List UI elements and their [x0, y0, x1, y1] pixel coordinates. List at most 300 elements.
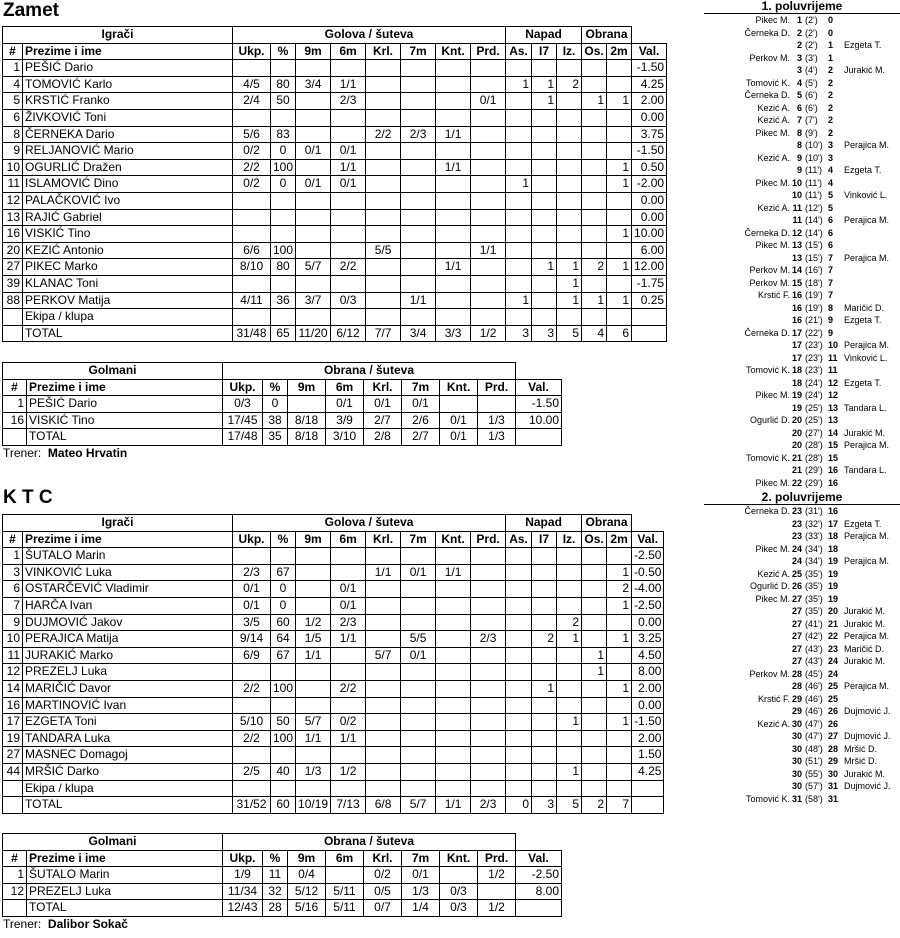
stat-cell: 3/3 — [436, 325, 471, 342]
stat-cell — [557, 242, 582, 259]
stat-cell — [532, 192, 557, 209]
group-header-row — [3, 27, 667, 44]
player-name: PERKOV Matija — [23, 292, 233, 309]
stat-cell: 1/2 — [478, 900, 516, 917]
home-scorer: Tomović K. — [745, 77, 790, 88]
home-scorer: Kezić A. — [757, 202, 790, 213]
minute: (29') — [805, 465, 823, 475]
player-name: MRŠIĆ Darko — [23, 763, 233, 780]
stat-cell: 0.50 — [632, 159, 667, 176]
away-score: 20 — [828, 606, 839, 616]
player-name: EZGETA Toni — [23, 714, 233, 731]
home-score: 26 — [791, 581, 802, 591]
stat-cell — [506, 309, 532, 326]
stat-cell — [506, 697, 532, 714]
minute: (27') — [805, 427, 823, 438]
away-scorer: Mršić D. — [844, 743, 877, 754]
stat-cell — [296, 780, 331, 797]
stat-cell: 1 — [607, 292, 632, 309]
column-header: Val. — [632, 531, 664, 548]
stat-cell — [436, 292, 471, 309]
table-row — [3, 209, 667, 226]
away-score: 25 — [828, 681, 839, 691]
group-header: Golova / šuteva — [233, 515, 506, 532]
stat-cell — [331, 126, 366, 143]
column-header: Krl. — [364, 379, 402, 396]
stat-cell: 3 — [3, 564, 23, 581]
stat-cell: 0/4 — [288, 867, 326, 884]
home-score: 19 — [791, 390, 802, 400]
stat-cell — [506, 60, 532, 77]
stat-cell — [436, 714, 471, 731]
table-row — [3, 192, 667, 209]
stat-cell — [331, 747, 366, 764]
stat-cell — [557, 581, 582, 598]
home-scorer: Perkov M. — [749, 277, 790, 288]
timeline-event — [704, 414, 900, 427]
stat-cell: 3 — [532, 325, 557, 342]
home-scorer: Perkov M. — [749, 265, 790, 275]
stat-cell — [506, 680, 532, 697]
column-header-row — [3, 531, 664, 548]
stat-cell: 2/8 — [364, 429, 402, 446]
stat-cell — [436, 680, 471, 697]
stat-cell — [436, 242, 471, 259]
home-score: 30 — [791, 768, 802, 779]
timeline-event — [704, 264, 900, 277]
column-header: Krl. — [366, 43, 401, 60]
column-header: Ukp. — [223, 379, 263, 396]
stat-cell — [401, 548, 436, 565]
column-header: # — [3, 850, 27, 867]
column-header: Val. — [516, 379, 562, 396]
stat-cell — [436, 192, 471, 209]
home-score: 16 — [791, 302, 802, 313]
away-score: 12 — [828, 377, 839, 388]
minute: (42') — [805, 631, 823, 641]
timeline-event — [704, 352, 900, 365]
stat-cell: 39 — [3, 275, 23, 292]
player-name: KLANAC Toni — [23, 275, 233, 292]
stat-cell — [506, 93, 532, 110]
home-players-table — [2, 26, 667, 342]
stat-cell: 2/6 — [402, 412, 440, 429]
stat-cell — [401, 242, 436, 259]
stat-cell — [532, 226, 557, 243]
away-score: 2 — [828, 77, 834, 88]
stat-cell — [471, 763, 506, 780]
stat-cell: 10.00 — [632, 226, 667, 243]
away-score: 4 — [828, 177, 834, 188]
stat-cell: 16 — [3, 226, 23, 243]
stat-cell: 4 — [3, 76, 23, 93]
column-header: Knt. — [436, 43, 471, 60]
stat-cell — [366, 159, 401, 176]
stat-cell: 2/5 — [233, 763, 271, 780]
home-scorer: Tomović K. — [745, 365, 790, 375]
timeline-event — [704, 164, 900, 177]
stat-cell: 2/2 — [366, 126, 401, 143]
stat-cell — [366, 109, 401, 126]
stat-cell — [557, 192, 582, 209]
home-score: 24 — [791, 556, 802, 566]
stat-cell: 6/9 — [233, 647, 271, 664]
home-score: 18 — [791, 377, 802, 388]
timeline-event — [704, 177, 900, 190]
minute: (51') — [805, 756, 823, 766]
away-scorer: Jurakić M. — [844, 656, 886, 666]
minute: (11') — [805, 190, 823, 200]
timeline-event — [704, 127, 900, 140]
away-score: 11 — [828, 365, 838, 375]
group-header: Obrana — [582, 27, 632, 44]
stat-cell: 0.00 — [632, 697, 664, 714]
stat-cell — [366, 76, 401, 93]
stat-cell: 2/2 — [331, 680, 366, 697]
stat-cell — [440, 867, 478, 884]
timeline-event — [704, 39, 900, 52]
stat-cell: 3.25 — [632, 631, 664, 648]
stat-cell: 1 — [607, 597, 632, 614]
away-scorer: Maričić D. — [844, 643, 884, 654]
stat-cell: 2/3 — [331, 93, 366, 110]
home-scorer: Černeka D. — [744, 327, 790, 338]
stat-cell: 38 — [263, 412, 288, 429]
table-row — [3, 93, 667, 110]
stat-cell — [3, 309, 23, 326]
home-score: 20 — [791, 440, 802, 450]
group-header: Igrači — [3, 515, 233, 532]
group-header-row — [3, 834, 562, 851]
group-header: Napad — [506, 27, 582, 44]
stat-cell: 1/3 — [478, 429, 516, 446]
home-score: 27 — [791, 606, 802, 616]
stat-cell: 9/14 — [233, 631, 271, 648]
home-scorer: Černeka D. — [744, 227, 790, 238]
minute: (33') — [805, 531, 823, 541]
away-score: 7 — [828, 277, 834, 288]
stat-cell: 1 — [532, 680, 557, 697]
timeline-event — [704, 505, 900, 518]
timeline-event — [704, 743, 900, 756]
stat-cell — [471, 581, 506, 598]
stat-cell — [401, 192, 436, 209]
stat-cell: 1/3 — [296, 763, 331, 780]
goalkeeper-name: TOTAL — [27, 900, 223, 917]
stat-cell — [532, 548, 557, 565]
away-score: 2 — [828, 127, 834, 138]
stat-cell: 2/7 — [402, 429, 440, 446]
stat-cell: 1 — [3, 867, 27, 884]
stat-cell — [296, 209, 331, 226]
column-header: Val. — [516, 850, 562, 867]
stat-cell — [582, 614, 607, 631]
stat-cell — [436, 143, 471, 160]
stat-cell — [607, 309, 632, 326]
stat-cell — [532, 714, 557, 731]
home-score: 2 — [796, 40, 802, 50]
stat-cell — [506, 242, 532, 259]
home-score: 2 — [796, 27, 802, 38]
home-score: 16 — [791, 290, 802, 300]
stat-cell: -4.00 — [632, 581, 664, 598]
stat-cell — [366, 192, 401, 209]
home-score: 29 — [791, 706, 802, 716]
stat-cell: 0 — [271, 581, 296, 598]
player-name: KRSTIĆ Franko — [23, 93, 233, 110]
stat-cell — [557, 747, 582, 764]
stat-cell — [271, 192, 296, 209]
table-row — [3, 597, 664, 614]
stat-cell — [436, 581, 471, 598]
timeline-event — [704, 655, 900, 668]
stat-cell: 12.00 — [632, 259, 667, 276]
home-score: 27 — [791, 643, 802, 654]
stat-cell — [532, 292, 557, 309]
home-scorer: Perkov M. — [749, 52, 790, 63]
stat-cell: 1 — [557, 275, 582, 292]
player-name: PALAČKOVIĆ Ivo — [23, 192, 233, 209]
timeline-event — [704, 693, 900, 706]
away-coach — [3, 917, 128, 932]
stat-cell — [401, 730, 436, 747]
stat-cell: 20 — [3, 242, 23, 259]
home-score: 9 — [796, 165, 802, 175]
stat-cell — [532, 564, 557, 581]
away-score: 14 — [828, 427, 839, 438]
stat-cell — [436, 597, 471, 614]
stat-cell — [331, 109, 366, 126]
stat-cell: 8/18 — [288, 412, 326, 429]
stat-cell: 6/6 — [233, 242, 271, 259]
away-score: 28 — [828, 743, 839, 754]
stat-cell: 11/34 — [223, 883, 263, 900]
stat-cell: -1.50 — [632, 714, 664, 731]
column-header-row — [3, 850, 562, 867]
home-score: 30 — [791, 781, 802, 791]
stat-cell — [607, 109, 632, 126]
stat-cell — [471, 697, 506, 714]
stat-cell: 1/1 — [331, 159, 366, 176]
player-name: ISLAMOVIĆ Dino — [23, 176, 233, 193]
stat-cell — [557, 548, 582, 565]
stat-cell — [401, 664, 436, 681]
column-header: Krl. — [364, 850, 402, 867]
minute: (14') — [805, 227, 823, 238]
stat-cell: 0/1 — [331, 176, 366, 193]
stat-cell: 0 — [506, 797, 532, 814]
table-row — [3, 143, 667, 160]
stat-cell: 0/3 — [223, 396, 263, 413]
stat-cell: 5/7 — [366, 647, 401, 664]
stat-cell — [607, 763, 632, 780]
minute: (14') — [805, 215, 823, 225]
stat-cell — [271, 780, 296, 797]
stat-cell — [331, 192, 366, 209]
group-header: Golmani — [3, 834, 223, 851]
stat-cell: 35 — [263, 429, 288, 446]
timeline-event — [704, 152, 900, 165]
stat-cell: 3 — [506, 325, 532, 342]
stat-cell — [331, 309, 366, 326]
minute: (24') — [805, 390, 823, 400]
stat-cell: 1/3 — [402, 883, 440, 900]
stat-cell — [607, 192, 632, 209]
minute: (5') — [805, 77, 818, 88]
away-score: 5 — [828, 190, 834, 200]
away-score: 6 — [828, 215, 834, 225]
stat-cell: 1 — [582, 647, 607, 664]
stat-cell — [532, 143, 557, 160]
stat-cell: 0.00 — [632, 109, 667, 126]
away-score: 17 — [828, 518, 839, 529]
timeline-event — [704, 52, 900, 65]
stat-cell — [401, 697, 436, 714]
stat-cell — [401, 176, 436, 193]
stat-cell: 2/3 — [471, 631, 506, 648]
stat-cell: 50 — [271, 714, 296, 731]
stat-cell: 5 — [3, 93, 23, 110]
minute: (11') — [805, 177, 823, 188]
away-scorer: Ezgeta T. — [844, 40, 882, 50]
player-name: TANDARA Luka — [23, 730, 233, 747]
column-header: 2m — [607, 43, 632, 60]
table-row — [3, 564, 664, 581]
away-score: 3 — [828, 140, 834, 150]
minute: (10') — [805, 140, 823, 150]
timeline-event — [704, 543, 900, 556]
stat-cell — [233, 309, 271, 326]
stat-cell: 100 — [271, 159, 296, 176]
column-header: Iz. — [557, 43, 582, 60]
stat-cell: 7/7 — [366, 325, 401, 342]
stat-cell: 65 — [271, 325, 296, 342]
stat-cell — [436, 176, 471, 193]
away-scorer: Ezgeta T. — [844, 377, 882, 388]
home-score: 10 — [791, 190, 802, 200]
column-header: 7m — [401, 43, 436, 60]
stat-cell: 0/2 — [364, 867, 402, 884]
column-header: Prd. — [478, 850, 516, 867]
away-scorer: Dujmović J. — [844, 706, 891, 716]
home-score: 28 — [791, 681, 802, 691]
home-score: 3 — [796, 52, 802, 63]
stat-cell — [557, 597, 582, 614]
stat-cell — [366, 730, 401, 747]
minute: (19') — [805, 290, 823, 300]
stat-cell — [401, 597, 436, 614]
stat-cell: 2.00 — [632, 730, 664, 747]
stat-cell — [331, 564, 366, 581]
stat-cell — [366, 631, 401, 648]
stat-cell: 8 — [3, 126, 23, 143]
table-row — [3, 581, 664, 598]
home-scorer: Černeka D. — [744, 506, 790, 516]
minute: (28') — [805, 440, 823, 450]
home-score: 24 — [791, 543, 802, 554]
stat-cell — [436, 93, 471, 110]
stat-cell — [326, 867, 364, 884]
stat-cell: 83 — [271, 126, 296, 143]
stat-cell — [506, 631, 532, 648]
home-scorer: Pikec M. — [755, 593, 790, 604]
stat-cell: 4/11 — [233, 292, 271, 309]
stat-cell: 100 — [271, 242, 296, 259]
away-score: 21 — [828, 618, 839, 629]
stat-cell — [436, 780, 471, 797]
stat-cell — [233, 664, 271, 681]
stat-cell: 11 — [3, 176, 23, 193]
stat-cell: 1 — [3, 548, 23, 565]
home-score: 21 — [791, 465, 802, 475]
timeline-event — [704, 643, 900, 656]
stat-cell — [532, 747, 557, 764]
away-score: 13 — [828, 415, 839, 425]
column-header: Iz. — [557, 531, 582, 548]
minute: (23') — [805, 365, 823, 375]
away-scorer: Tandara L. — [844, 402, 887, 413]
stat-cell: 4.50 — [632, 647, 664, 664]
stat-cell: 8/10 — [233, 259, 271, 276]
stat-cell — [557, 697, 582, 714]
away-scorer: Perajica M. — [844, 140, 890, 150]
column-header: Knt. — [440, 850, 478, 867]
minute: (35') — [805, 593, 823, 604]
stat-cell: 1/4 — [402, 900, 440, 917]
stat-cell: -1.50 — [632, 143, 667, 160]
away-score: 12 — [828, 390, 839, 400]
minute: (2') — [805, 15, 818, 25]
stat-cell — [233, 192, 271, 209]
stat-cell: 1/1 — [436, 159, 471, 176]
stat-cell: 0/3 — [331, 292, 366, 309]
home-score: 16 — [791, 315, 802, 325]
stat-cell — [233, 275, 271, 292]
stat-cell — [607, 780, 632, 797]
home-score: 13 — [791, 240, 802, 250]
stat-cell — [471, 192, 506, 209]
stat-cell: 0.00 — [632, 614, 664, 631]
table-row — [3, 664, 664, 681]
stat-cell — [557, 226, 582, 243]
minute: (15') — [805, 252, 823, 263]
column-header: Prezime i ime — [23, 43, 233, 60]
stat-cell: 2/2 — [233, 159, 271, 176]
timeline-event — [704, 439, 900, 452]
column-header: Prezime i ime — [23, 531, 233, 548]
minute: (57') — [805, 781, 823, 791]
stat-cell — [296, 697, 331, 714]
stat-cell: 1 — [557, 259, 582, 276]
stat-cell — [506, 209, 532, 226]
column-header: I7 — [532, 531, 557, 548]
group-header: Napad — [506, 515, 582, 532]
stat-cell — [557, 159, 582, 176]
stat-cell — [607, 697, 632, 714]
column-header: Prd. — [471, 531, 506, 548]
stat-cell: 3/9 — [326, 412, 364, 429]
stat-cell — [366, 680, 401, 697]
home-score: 20 — [791, 415, 802, 425]
stat-cell: 0/1 — [440, 412, 478, 429]
stat-cell: 17 — [3, 714, 23, 731]
stat-cell — [582, 747, 607, 764]
stat-cell — [436, 209, 471, 226]
column-header: % — [263, 379, 288, 396]
home-scorer: Kezić A. — [757, 115, 790, 125]
stat-cell — [471, 730, 506, 747]
away-score: 16 — [828, 465, 839, 475]
